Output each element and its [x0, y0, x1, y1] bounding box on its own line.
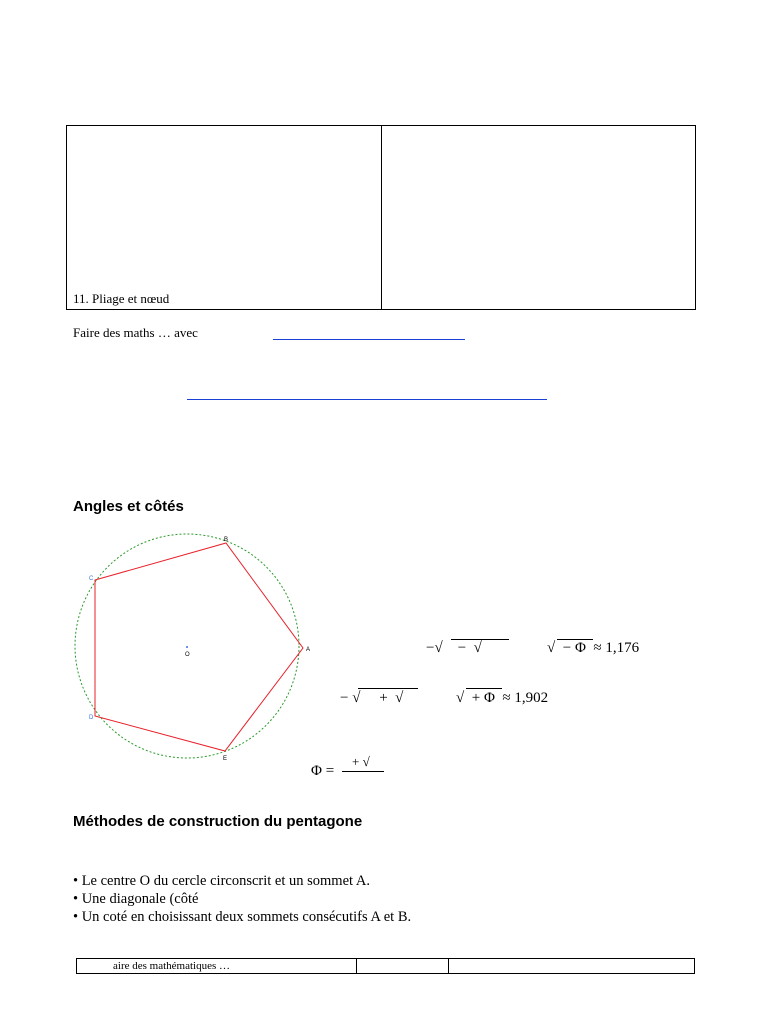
pentagon-diagram: [68, 532, 313, 760]
intro-text: Faire des maths … avec: [73, 325, 198, 340]
label-d: D: [89, 715, 94, 721]
footer-divider-2: [448, 959, 449, 973]
section-heading-angles: Angles et côtés: [73, 498, 184, 515]
label-c: C: [89, 576, 94, 582]
radical-bar-2a: [358, 688, 418, 689]
list-item: • Un coté en choisissant deux sommets consécutifs A et B.: [73, 909, 412, 925]
radical-bar-1b: [557, 639, 593, 640]
footer-divider-1: [356, 959, 357, 973]
formula-1-left: −√ − √: [426, 640, 482, 656]
list-item: • Une diagonale (côté: [73, 891, 199, 907]
radical-bar-1a: [451, 639, 509, 640]
formula-2-right: √ + Φ ≈ 1,902: [456, 690, 549, 706]
table-divider: [381, 126, 382, 309]
link-1[interactable]: [273, 339, 465, 340]
label-a: A: [306, 647, 311, 653]
phi-numerator: + √: [352, 754, 370, 769]
section-heading-methods: Méthodes de construction du pentagone: [73, 813, 363, 830]
phi-fraction-bar: [342, 771, 384, 772]
link-2[interactable]: [187, 399, 547, 400]
phi-lhs: Φ =: [311, 763, 335, 779]
center-point: [186, 646, 188, 648]
footer-label: aire des mathématiques …: [113, 960, 230, 972]
method-list: [73, 872, 411, 926]
footer-table: [76, 958, 695, 974]
radical-bar-2b: [466, 688, 502, 689]
cell-label: 11. Pliage et nœud: [73, 291, 170, 306]
top-table: [66, 125, 696, 310]
list-item: • Le centre O du cercle circonscrit et un sommet A.: [73, 873, 370, 889]
formula-1-right: √ − Φ ≈ 1,176: [547, 640, 640, 656]
label-o: O: [185, 652, 190, 658]
formula-2-left: − √ + √: [340, 690, 404, 706]
label-b: B: [224, 537, 229, 543]
label-e: E: [223, 756, 228, 760]
